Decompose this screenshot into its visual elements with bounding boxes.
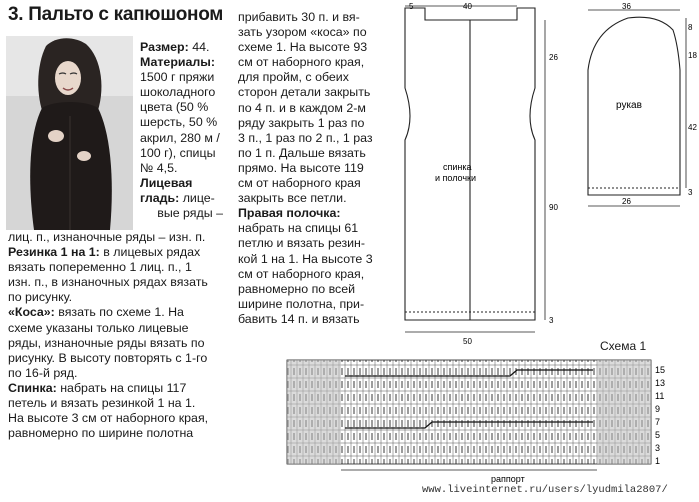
rib-line: вязать попеременно 1 лиц. п., 1 [8,260,192,275]
stockinette-line: лиц. п., изнаночные ряды – изн. п. [8,230,206,244]
middle-line: см от наборного края [238,176,361,191]
middle-line: закрыть все петли. [238,191,347,206]
dim-length: 90 [549,203,558,212]
watermark-url: www.liveinternet.ru/users/lyudmila2807/ [422,484,668,496]
dim-sleeve-top: 36 [622,2,631,11]
back-label: Спинка: [8,380,57,395]
stockinette-label: гладь: [140,190,180,205]
rib-label: Резинка 1 на 1: [8,245,100,260]
dim-sleeve-cuff: 3 [688,188,693,197]
dim-shoulder: 5 [409,2,414,11]
middle-line: сторон детали закрыть [238,85,371,100]
dim-sleeve-cuff-width: 26 [622,197,631,206]
row-number: 15 [655,365,666,375]
middle-line: зать узором «коса» по [238,25,367,40]
dim-sleeve-length: 42 [688,123,697,132]
sleeve-label: рукав [616,100,642,111]
right-front-line: кой 1 на 1. На высоте 3 [238,251,373,266]
middle-line: по 1 п. Дальше вязать [238,145,366,160]
back-text: набрать на спицы 117 [60,380,187,395]
row-number: 13 [655,378,666,388]
row-number: 3 [655,443,661,453]
middle-line: прибавить 30 п. и вя- [238,10,360,24]
right-front-line: бавить 14 п. и вязать [238,311,360,326]
materials-line: шоколадного [140,85,216,100]
right-front-line: равномерно по всей [238,281,356,296]
rib-line: изн. п., в изнаночных рядах вязать [8,275,208,290]
right-front-line: набрать на спицы 61 [238,221,359,236]
row-number: 9 [655,404,661,414]
dim-armhole: 26 [549,53,558,62]
back-line: петель и вязать резинкой 1 на 1. [8,396,196,411]
rib-line: по рисунку. [8,290,73,305]
middle-line: для пройм, с обеих [238,70,349,85]
middle-line: см от наборного края, [238,55,365,70]
materials-line: акрил, 280 м / [140,130,220,145]
middle-line: по 4 п. и в каждом 2-м [238,100,366,115]
middle-line: ряду закрыть 1 раз по [238,115,365,130]
cable-line: ряды, изнаночные ряды вязать по [8,335,205,350]
materials-line: 100 г), спицы [140,145,216,160]
cable-text: вязать по схеме 1. На [58,305,184,320]
page-title: 3. Пальто с капюшоном [8,4,224,25]
dim-width: 50 [463,337,472,345]
cable-line: рисунку. В высоту повторять с 1-го [8,350,208,365]
stockinette-text: лице- [182,190,215,205]
repeat-label: раппорт [491,474,525,484]
materials-line: шерсть, 50 % [140,115,218,130]
materials-line: 1500 г пряжи [140,70,215,85]
dim-hem: 3 [549,316,554,325]
body-label: спинка [443,162,472,172]
materials-line: № 4,5. [140,160,178,175]
row-number: 11 [655,391,665,401]
chart-title: Схема 1 [600,339,647,353]
materials-block [140,40,223,221]
model-photo [6,36,133,230]
sleeve-schematic [578,0,699,215]
right-front-line: см от наборного края, [238,266,365,281]
rib-text: в лицевых рядах [103,245,201,260]
instructions-middle [238,10,386,327]
row-number: 1 [655,456,661,466]
cable-label: «Коса»: [8,305,55,320]
materials-label: Материалы: [140,55,215,70]
size-value: 44. [192,40,210,54]
row-number: 5 [655,430,661,440]
dim-neck: 40 [463,2,472,11]
back-line: равномерно по ширине полотна [8,426,194,441]
body-label: и полочки [435,173,477,183]
size-label: Размер: [140,40,189,54]
stockinette-label: Лицевая [140,175,193,190]
right-front-line: ширине полотна, при- [238,296,365,311]
row-number: 7 [655,417,661,427]
stockinette-line: вые ряды – [157,206,223,221]
right-front-line: петлю и вязать резин- [238,236,366,251]
instructions-left [8,230,223,441]
knitting-chart [285,352,685,486]
dim-sleeve-cap: 18 [688,51,697,60]
body-schematic [395,0,565,345]
middle-line: 3 п., 1 раз по 2 п., 1 раз [238,130,373,145]
right-front-label: Правая полочка: [238,206,341,221]
cable-line: схеме указаны только лицевые [8,320,189,335]
middle-line: прямо. На высоте 119 [238,160,364,175]
middle-line: схеме 1. На высоте 93 [238,40,368,55]
dim-sleeve-cap-small: 8 [688,23,693,32]
back-line: На высоте 3 см от наборного края, [8,411,209,426]
cable-line: по 16-й ряд. [8,365,78,380]
materials-line: цвета (50 % [140,100,209,115]
